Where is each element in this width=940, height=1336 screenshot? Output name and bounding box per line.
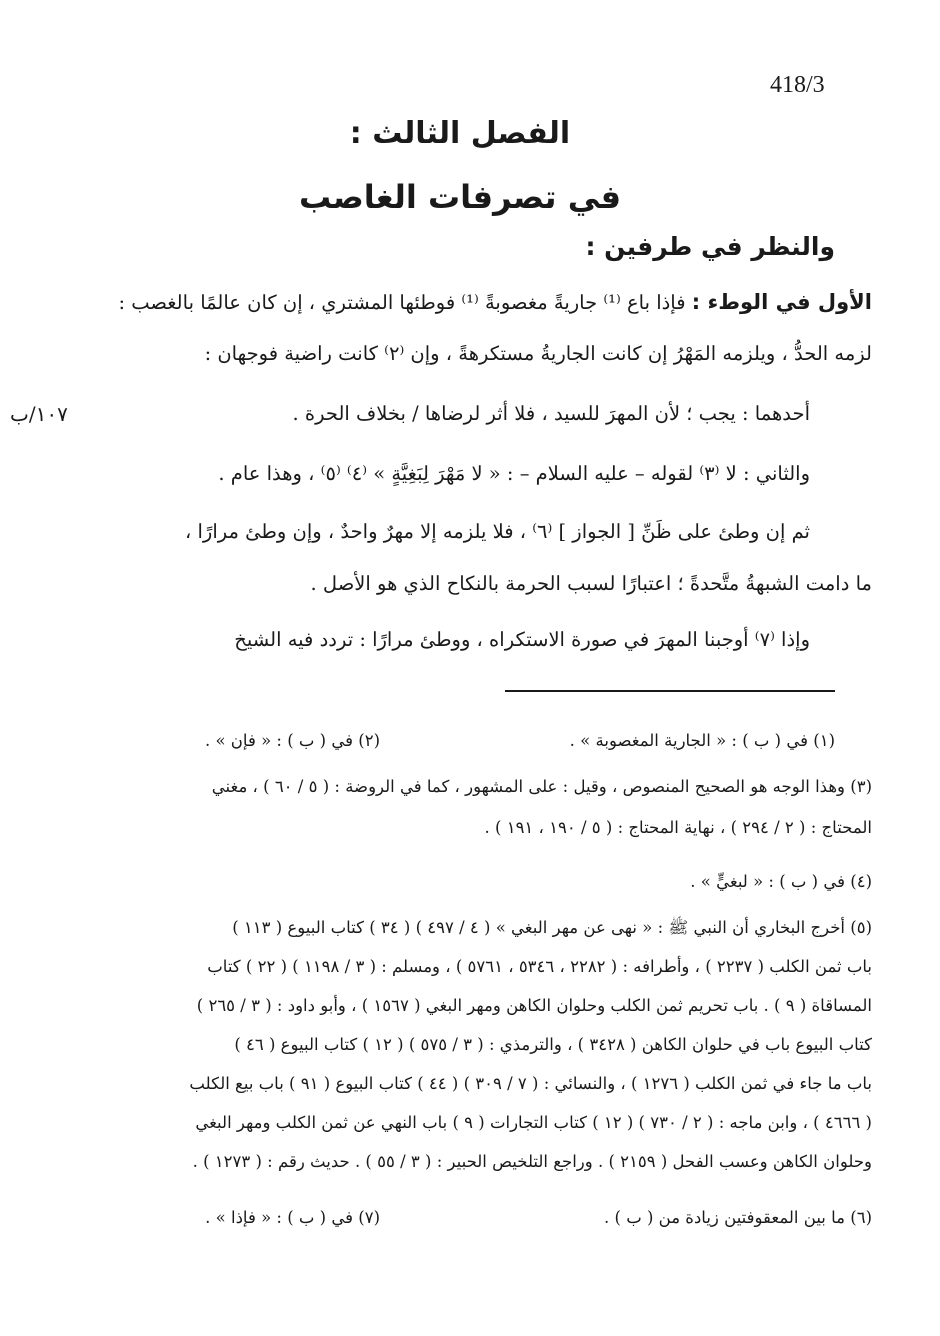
- paragraph-3: والثاني : لا ⁽٣⁾ لقوله – عليه السلام – : « لا مَهْرَ لِبَغِيَّةٍ » ⁽٤⁾ ⁽٥⁾ ، وهذا عام .: [218, 462, 810, 485]
- footnote-5-line-6: ( ٤٦٦٦ ) ، وابن ماجه : ( ٢ / ٧٣٠ ) ( ١٢ ) كتاب التجارات ( ٩ ) باب النهي عن ثمن الكلب ومهر البغي: [195, 1113, 872, 1132]
- paragraph-1-line-2: لزمه الحدُّ ، ويلزمه المَهْرُ إن كانت الجاريةُ مستكرهةً ، وإن ⁽٢⁾ كانت راضية فوجهان :: [204, 342, 872, 365]
- paragraph-1-lead: الأول في الوطء :: [691, 290, 872, 314]
- footnote-3-line-1: (٣) وهذا الوجه هو الصحيح المنصوص ، وقيل : على المشهور ، كما في الروضة : ( ٥ / ٦٠ ) ، مغني: [211, 777, 872, 796]
- paragraph-5: وإذا ⁽٧⁾ أوجبنا المهرَ في صورة الاستكراه ، ووطئ مرارًا : تردد فيه الشيخ: [234, 628, 810, 651]
- chapter-title: الفصل الثالث :: [349, 116, 571, 151]
- footnote-2: (٢) في ( ب ) : « فإن » .: [204, 731, 380, 750]
- paragraph-4-line-1: ثم إن وطئ على ظَنِّ [ الجواز ] ⁽٦⁾ ، فلا يلزمه إلا مهرٌ واحدٌ ، وإن وطئ مرارًا ،: [185, 520, 810, 543]
- footnote-5-line-2: باب ثمن الكلب ( ٢٢٣٧ ) ، وأطرافه : ( ٢٢٨٢ ، ٥٣٤٦ ، ٥٧٦١ ) ، ومسلم : ( ٣ / ١١٩٨ ) ( ٢٢ ) كتاب: [207, 957, 872, 976]
- paragraph-1-text: فإذا باع ⁽¹⁾ جاريةً مغصوبةً ⁽¹⁾ فوطئها المشتري ، إن كان عالمًا بالغصب :: [118, 291, 686, 314]
- footnote-5-line-7: وحلوان الكاهن وعسب الفحل ( ٢١٥٩ ) . وراجع التلخيص الحبير : ( ٣ / ٥٥ ) . حديث رقم : ( ١٢٧٣ ) .: [192, 1152, 872, 1171]
- footnote-5-line-3: المساقاة ( ٩ ) . باب تحريم ثمن الكلب وحلوان الكاهن ومهر البغي ( ١٥٦٧ ) ، وأبو داود : ( ٣ / ٢٦٥ ): [196, 996, 872, 1015]
- section-intro: والنظر في طرفين :: [585, 232, 835, 261]
- footnote-7: (٧) في ( ب ) : « فإذا » .: [205, 1208, 380, 1227]
- footnote-5-line-5: باب ما جاء في ثمن الكلب ( ١٢٧٦ ) ، والنسائي : ( ٧ / ٣٠٩ ) ( ٤٤ ) كتاب البيوع ( ٩١ ) باب بيع الكلب: [189, 1074, 872, 1093]
- paragraph-1-line-1: [118, 292, 872, 313]
- paragraph-2: أحدهما : يجب ؛ لأن المهرَ للسيد ، فلا أثر لرضاها / بخلاف الحرة .: [292, 402, 810, 425]
- footnote-5-line-4: كتاب البيوع باب في حلوان الكاهن ( ٣٤٢٨ ) ، والترمذي : ( ٣ / ٥٧٥ ) ( ١٢ ) كتاب البيوع ( ٤٦ ): [234, 1035, 872, 1054]
- page-reference: 418/3: [770, 72, 825, 98]
- chapter-subtitle: في تصرفات الغاصب: [298, 178, 622, 216]
- footnote-3-line-2: المحتاج : ( ٢ / ٢٩٤ ) ، نهاية المحتاج : ( ٥ / ١٩٠ ، ١٩١ ) .: [484, 818, 872, 837]
- footnote-5-line-1: (٥) أخرج البخاري أن النبي ﷺ : « نهى عن مهر البغي » ( ٤ / ٤٩٧ ) ( ٣٤ ) كتاب البيوع ( ١١٣ ): [232, 918, 872, 937]
- footnote-separator: [505, 690, 835, 692]
- footnote-4: (٤) في ( ب ) : « لبغيٍّ » .: [690, 872, 872, 891]
- footnote-1: (١) في ( ب ) : « الجارية المغصوبة » .: [569, 731, 835, 750]
- margin-folio-reference: ١٠٧/ب: [10, 402, 68, 426]
- paragraph-4-line-2: ما دامت الشبهةُ متَّحدةً ؛ اعتبارًا لسبب الحرمة بالنكاح الذي هو الأصل .: [310, 572, 872, 595]
- footnote-6: (٦) ما بين المعقوفتين زيادة من ( ب ) .: [604, 1208, 872, 1227]
